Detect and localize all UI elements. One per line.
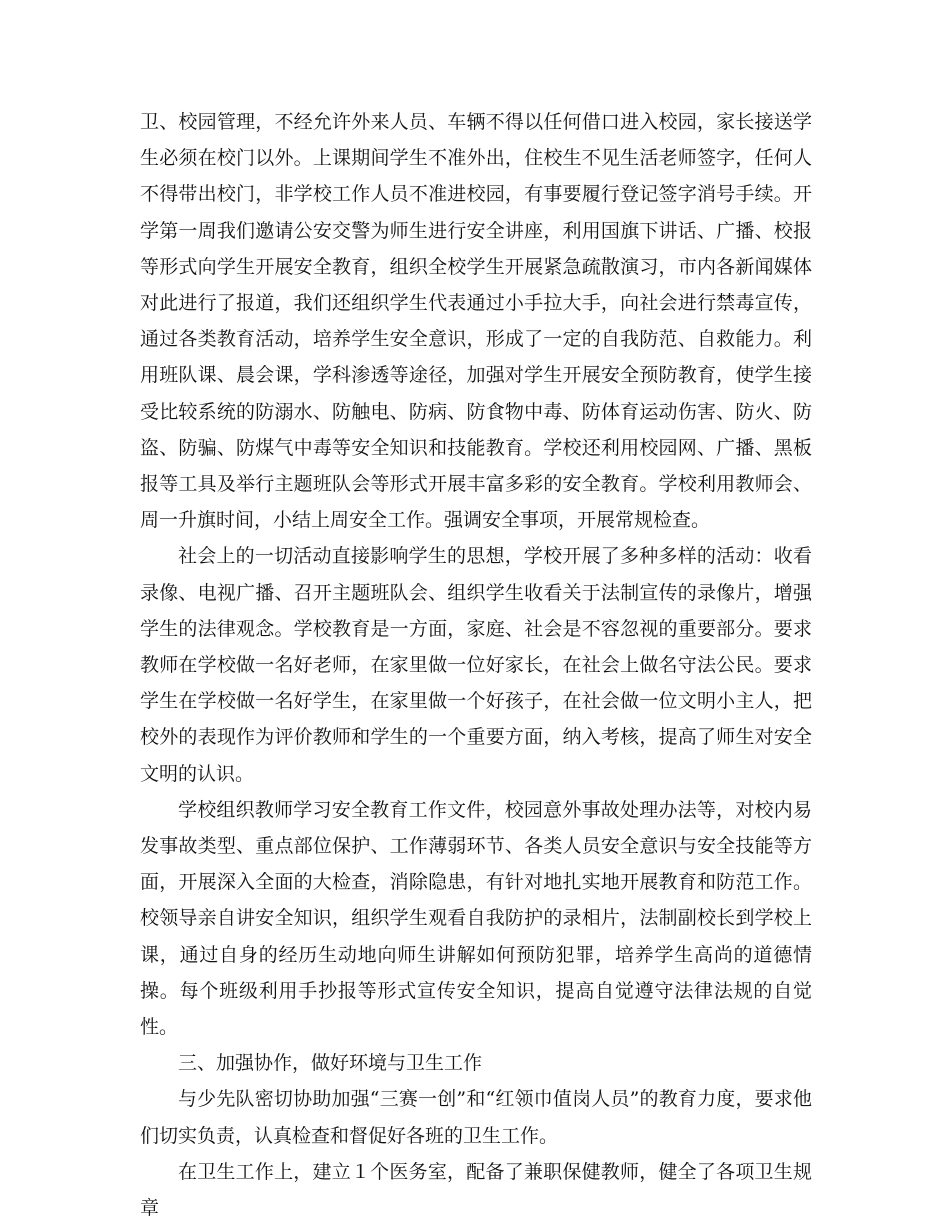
paragraph-teacher-training: 学校组织教师学习安全教育工作文件，校园意外事故处理办法等，对校内易发事故类型、重点部位保护、工作薄弱环节、各类人员安全意识与安全技能等方面，开展深入全面的大检查，消除隐患，有针对地扎实地开展教育和防范工作。 校领导亲自讲安全知识，组织学生观看自我防护的录相片，法制副校长到学校上课，通过自身的经历生动地向师生讲解如何预防犯罪，培养学生高尚的道德情操。每个班级利用手抄报等形式宣传安全知识，提高自觉遵守法律法规的自觉性。 bbox=[140, 798, 812, 1039]
section-heading-environment-hygiene: 三、加强协作，做好环境与卫生工作 bbox=[178, 1052, 483, 1075]
document-body bbox=[140, 104, 812, 1226]
paragraph-young-pioneers: 与少先队密切协助加强“三赛一创”和“红领巾值岗人员”的教育力度，要求他们切实负责，认真检查和督促好各班的卫生工作。 bbox=[140, 1088, 812, 1147]
paragraph-social-activities: 社会上的一切活动直接影响学生的思想，学校开展了多种多样的活动：收看录像、电视广播、召开主题班队会、组织学生收看关于法制宣传的录像片，增强学生的法律观念。学校教育是一方面，家庭、社会是不容忽视的重要部分。要求教师在学校做一名好老师，在家里做一位好家长，在社会上做名守法公民。要求学生在学校做一名好学生，在家里做一个好孩子，在社会做一位文明小主人，把校外的表现作为评价教师和学生的一个重要方面，纳入考核，提高了师生对安全文明的认识。 bbox=[140, 545, 812, 785]
paragraph-hygiene-work: 在卫生工作上，建立１个医务室，配备了兼职保健教师，健全了各项卫生规章 bbox=[140, 1160, 812, 1220]
paragraph-campus-management: 卫、校园管理，不经允许外来人员、车辆不得以任何借口进入校园，家长接送学生必须在校门以外。上课期间学生不准外出，住校生不见生活老师签字，任何人不得带出校门，非学校工作人员不准进校园，有事要履行登记签字消号手续。开学第一周我们邀请公安交警为师生进行安全讲座，利用国旗下讲话、广播、校报等形式向学生开展安全教育，组织全校学生开展紧急疏散演习，市内各新闻媒体对此进行了报道，我们还组织学生代表通过小手拉大手，向社会进行禁毒宣传，通过各类教育活动，培养学生安全意识，形成了一定的自我防范、自救能力。利用班队课、晨会课，学科渗透等途径，加强对学生开展安全预防教育，使学生接受比较系统的防溺水、防触电、防病、防食物中毒、防体育运动伤害、防火、防盗、防骗、防煤气中毒等安全知识和技能教育。学校还利用校园网、广播、黑板报等工具及举行主题班队会等形式开展丰富多彩的安全教育。学校利用教师会、周一升旗时间，小结上周安全工作。强调安全事项，开展常规检查。 bbox=[140, 111, 812, 532]
